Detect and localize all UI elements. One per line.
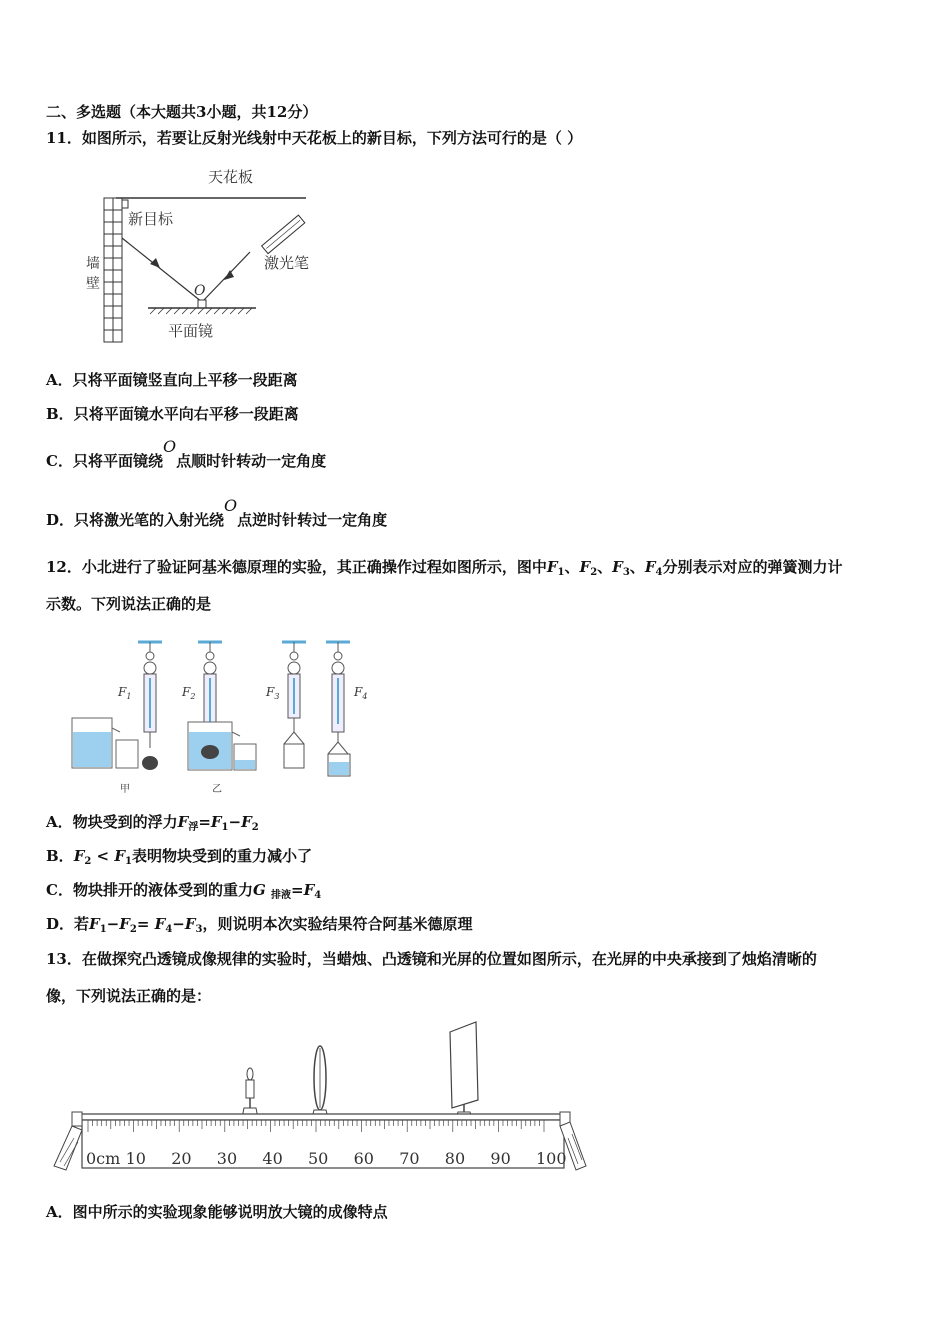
- laser-label: 激光笔: [264, 254, 310, 272]
- ruler-label: 70: [399, 1149, 420, 1168]
- ceiling-label: 天花板: [208, 168, 254, 186]
- q12-stem-line1: 12．小北进行了验证阿基米德原理的实验，其正确操作过程如图所示，图中$F_1$、$F_2$、$F_3$、$F_4$分别表示对应的弹簧测力计: [46, 558, 843, 578]
- target-label: 新目标: [128, 210, 174, 228]
- ruler-label: 90: [490, 1149, 511, 1168]
- block-hanging: [142, 756, 158, 770]
- ruler-label: 0cm: [86, 1149, 121, 1168]
- light-screen: [450, 1022, 478, 1108]
- wall: [104, 198, 122, 342]
- target-marker: [122, 200, 128, 208]
- label-yi: 乙: [212, 784, 222, 795]
- overflow-beaker-jia: [72, 718, 120, 768]
- symbol-o: O: [162, 437, 177, 456]
- q12-figure: [62, 632, 372, 798]
- ruler-label: 10: [125, 1149, 146, 1168]
- ruler-label: 40: [262, 1149, 283, 1168]
- q12-option-a[interactable]: A．物块受到的浮力$F_浮=F_1-F_2$: [46, 813, 259, 833]
- optical-bench-figure: [48, 1018, 598, 1178]
- wall-label-1: 墙: [86, 256, 100, 272]
- q11-option-d[interactable]: D．只将激光笔的入射光绕O点逆时针转过一定角度: [46, 496, 388, 529]
- q12-stem-line2: 示数。下列说法正确的是: [46, 595, 212, 613]
- ruler-label: 80: [444, 1149, 466, 1168]
- point-o: O: [194, 283, 206, 299]
- q12-option-c[interactable]: C．物块排开的液体受到的重力G $_{排液}=F_4$: [46, 881, 322, 901]
- force-label-3: $F_3$: [266, 685, 280, 701]
- ruler-label: 50: [308, 1149, 329, 1168]
- q11-figure: [78, 160, 328, 345]
- candle: [246, 1080, 254, 1098]
- force-label-1: $F_1$: [118, 685, 132, 701]
- force-label-2: $F_2$: [182, 685, 196, 701]
- symbol-o: O: [224, 496, 238, 515]
- q13-stem-line1: 13．在做探究凸透镜成像规律的实验时，当蜡烛、凸透镜和光屏的位置如图所示，在光屏的中央承接到了烛焰清晰的: [46, 950, 817, 968]
- q11-option-a[interactable]: A．只将平面镜竖直向上平移一段距离: [46, 371, 298, 389]
- q11-option-b[interactable]: B．只将平面镜水平向右平移一段距离: [46, 405, 299, 423]
- q11-option-c[interactable]: C．只将平面镜绕O点顺时针转动一定角度: [46, 437, 327, 470]
- ruler-label: 30: [216, 1149, 238, 1168]
- q13-stem-line2: 像，下列说法正确的是：: [46, 987, 212, 1005]
- spring-scale-1: [138, 642, 162, 748]
- left-post: [72, 1112, 82, 1126]
- mirror-pivot: [198, 300, 206, 308]
- section-heading: 二、多选题（本大题共3小题，共12分）: [46, 103, 318, 121]
- rail: [78, 1114, 568, 1120]
- q13-option-a[interactable]: A．图中所示的实验现象能够说明放大镜的成像特点: [46, 1203, 388, 1221]
- mirror-label: 平面镜: [168, 322, 214, 340]
- small-beaker-yi: [234, 744, 256, 770]
- laser-pen: [262, 215, 305, 254]
- force-label-4: $F_4$: [354, 685, 368, 701]
- label-jia: 甲: [120, 784, 130, 795]
- ruler-label: 20: [171, 1149, 192, 1168]
- ruler-label: 60: [353, 1149, 374, 1168]
- q12-option-b[interactable]: B．$F_2 < F_1$表明物块受到的重力减小了: [46, 847, 312, 867]
- q11-stem: 11．如图所示，若要让反射光线射中天花板上的新目标，下列方法可行的是（ ）: [46, 129, 583, 147]
- small-beaker-jia: [116, 740, 138, 768]
- block-submerged: [201, 745, 219, 759]
- spring-scale-3: [282, 642, 306, 768]
- spring-scale-4: [326, 642, 350, 776]
- wall-label-2: 壁: [86, 276, 100, 292]
- ruler-label: 100: [536, 1149, 567, 1168]
- candle-flame: [247, 1068, 253, 1080]
- q12-option-d[interactable]: D．若$F_1-F_2= F_4-F_3$，则说明本次实验结果符合阿基米德原理: [46, 915, 473, 935]
